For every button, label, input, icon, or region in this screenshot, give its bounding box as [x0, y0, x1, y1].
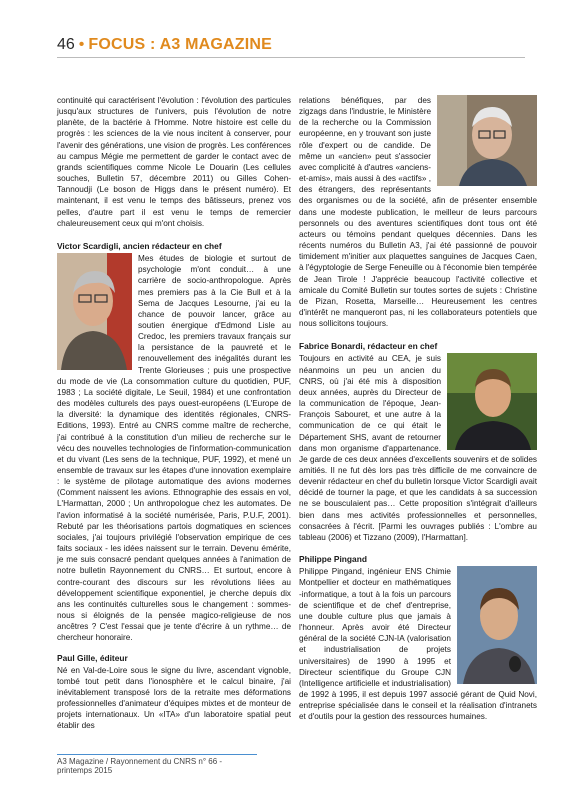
- pingand-portrait: [457, 566, 537, 684]
- bonardi-portrait: [447, 353, 537, 450]
- scardigli-text: Mes études de biologie et surtout de psychologie m'ont conduit… à une carrière de socio-anthropologue. Après mes premiers pas à la Cie Bull et à la Sema de Jacques Lesourne, j'ai eu la chance de pouvoir lancer, grâce au soutien énergique d'Edmond Lisle au Credoc, les premiers travaux français sur la persistance de la pauvreté et le renouvellement des inégalités durant les Trente Glorieuses ; puis une prospective du mode de vie (La consommation culture du quotidien, PUF, 1983 ; La société digitale, Le Seuil, 1984) et une confrontation des modèles culturels des pays ouest-européens (L'Europe de la diversité: la dynamique des identités régionales, CNRS-Editions, 1993). Entré au CNRS comme maître de recherche, j'ai contribué à la constitution d'un milieu de recherche sur le vécu des nouvelles technologies de l'information-communication et du vivant (Les sens de la technique, PUF, 1992), et mené un ensemble de travaux sur les étapes d'une innovation exemplaire : le système de pilotage automatique des avions modernes (Comment naissent les avions. Ethnographie des essais en vol, L'Harmattan, 2000 ; Un anthropologue chez les automates. De l'avion informatisé à la société numérisée, Paris, P.U.F, 2001). Rebuté par les théorisations partois dogmatiques en sciences sociales, j'ai toujours privilégié l'observation empirique de ces faits sociaux - les idées naissent sur le terrain. Devenu émérite, je me suis consacré pendant quelques années à l'animation de notre bulletin Rayonnement du CNRS… Et surtout, encore à contre-courant des discours sur les révolutions liées au développement scientifique exponentiel, je cherche depuis dix ans les continuités culturelles sous le changement : sommes-nous si éloignés de la pensée magico-religieuse de nos ancêtres ? C'est l'essai que je tente d'écrire à un rythme… de chercheur honoraire.: [57, 254, 291, 643]
- pingand-text: Philippe Pingand, ingénieur ENS Chimie Montpellier et docteur en mathématiques -informatique, a tout à la fois un parcours de scientifique et de chef d'entreprise, une double culture plus que jamais à l'honneur. Après avoir été Directeur général de la société CJN-IA (valorisation et industrialisation de projets universitaires) de 1990 à 1995 et Directeur scientifique du Groupe CJN (Intelligence artificielle et industrialisation) de 1992 à 1995, il est depuis 1997 associé gérant de Quid Novi, entreprise spécialisée dans le conseil et la réalisation d'intranets et d'outils pour la gestion des ressources humaines.: [299, 567, 537, 722]
- left-column: [57, 95, 291, 732]
- header-bullet: •: [78, 36, 85, 53]
- section-title: FOCUS : A3 MAGAZINE: [88, 36, 273, 53]
- right-column: [299, 95, 537, 722]
- gille-heading: Paul Gille, éditeur: [57, 652, 128, 663]
- gille-continued-text: relations bénéfiques, par des zigzags dans l'industrie, le Ministère de la recherche ou la Commission européenne, en y trouvant son juste rôle d'expert ou de candide. De même un «ancien» peut s'associer avec complicité à d'autres «anciens-et-amis», mais aussi à des «actifs» , des étrangers, des représentants des organismes ou de la société, afin de présenter ensemble dans une modeste publication, le meilleur de leurs parcours personnels ou des aventures scientifiques dont tous ont été acteurs ou témoins pendant quelques décennies. Dans les récents numéros du Bulletin A3, j'ai été passionné de pouvoir timidement m'initier aux plaquettes sanguines de Jacques Caen, à l'égyptologie de Serge Feneuille ou à l'économie bien tempérée de Jean Tirole ! J'apprécie beaucoup l'activité collective et amicale du Comité Bulletin sur toutes sortes de sujets : Christine de Pizan, Rosetta, Marseille… Heureusement les centres d'intérêt ne manqueront pas, ni les collaborateurs potentiels que nous sollicitons toujours.: [299, 96, 537, 329]
- pingand-heading: Philippe Pingand: [299, 554, 367, 565]
- bonardi-text: Toujours en activité au CEA, je suis néanmoins un peu un ancien du CNRS, où j'ai été mis à disposition deux années, auprès du Directeur de la communication de l'époque, Jean-François Sabouret, et une autre à la communication de ce qui était le Département SHS, avant de retourner dans mon organisme d'appartenance. Je garde de ces deux années d'excellents souvenirs et de solides amitiés. Il ne fut dès lors pas très difficile de me convaincre de devenir rédacteur en chef du bulletin lorsque Victor Scardigli avait décidé de tourner la page, et que les candidats à sa succession ne se bousculaient pas… Cette proposition s'intégrait d'ailleurs bien dans mes activités professionnelles et personnelles, consacrées à l'écrit. [Parmi les ouvrages publiés : L'ombre au tableau (2006) et Tizzano (2009), l'Harmattan].: [299, 354, 537, 542]
- scardigli-heading: Victor Scardigli, ancien rédacteur en chef: [57, 240, 222, 251]
- header-rule: [57, 57, 525, 58]
- gille-text: Né en Val-de-Loire sous le signe du livre, ascendant vignoble, tombé tout petit dans l'ionosphère et le calcul binaire, j'ai inévitablement transposé lors de la retraite mes déformations professionnelles d'animateur d'équipes mixtes et de monteur de projets internationaux. Un «ITA» d'un laboratoire spatial peut établir des: [57, 665, 291, 731]
- page-header: [57, 34, 272, 56]
- bonardi-heading: Fabrice Bonardi, rédacteur en chef: [299, 341, 438, 352]
- intro-paragraph: continuité qui caractérisent l'évolution : l'évolution des particules jusqu'aux structures de l'univers, puis l'évolution de notre planète, de la bactérie à l'Homme. Notre histoire est celle du progrès : les sciences de la vie nous incitent à conserver, pour l'avenir des générations, une vision de progrès. Les conférences au campus Mégie me permettent de garder le contact avec de grands scientifiques comme Nicole Le Douarin (Les cellules souches, Bulletin 57, décembre 2011) ou Gilles Cohen-Tannoudji (Le boson de Higgs dans le présent numéro). Et maintenant, il est venu le temps des bâtisseurs, prenez vos pelles, d'autre part il est venu le temps de remercier chaleureusement ceux qui m'ont choisis.: [57, 96, 291, 228]
- page-number: 46: [57, 36, 75, 53]
- scardigli-portrait: [57, 253, 132, 370]
- page-footer: A3 Magazine / Rayonnement du CNRS n° 66 - printemps 2015: [57, 754, 257, 775]
- gille-portrait: [437, 95, 537, 186]
